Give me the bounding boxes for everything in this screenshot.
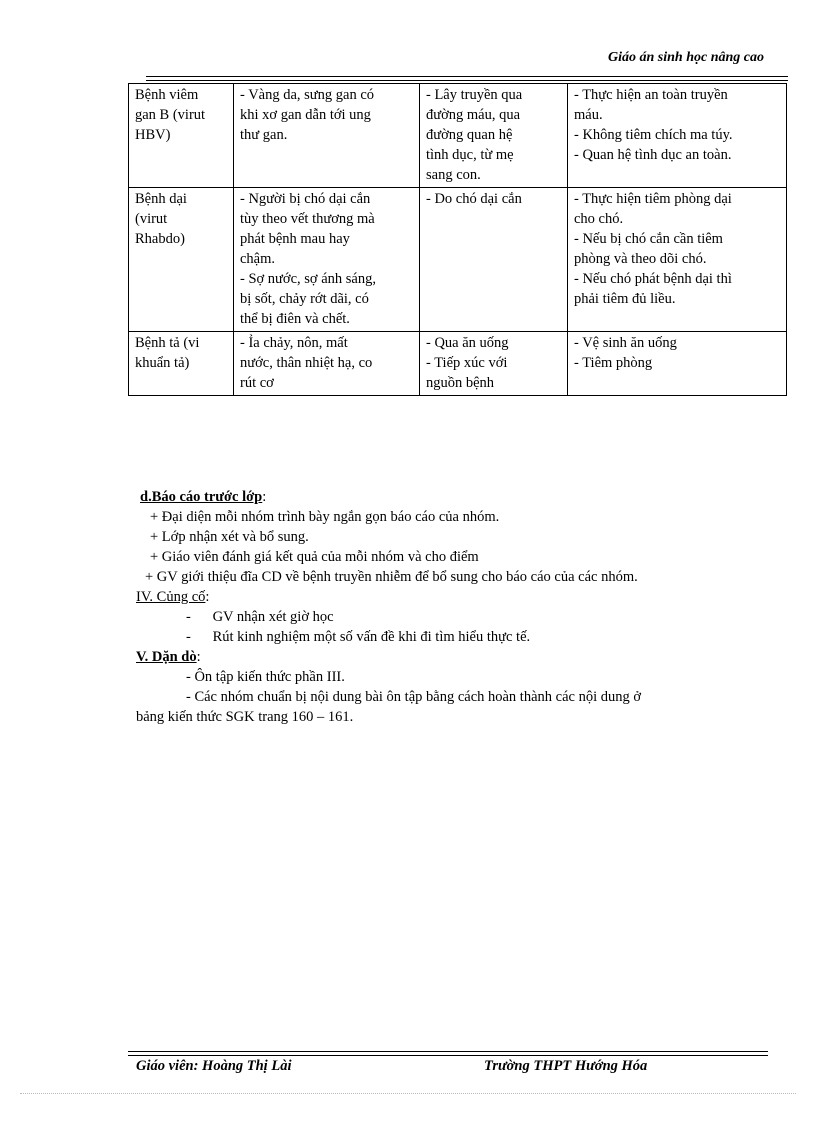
symptoms-cell bbox=[234, 188, 420, 332]
cell-line: - Nếu chó phát bệnh dại thì bbox=[574, 271, 732, 287]
cell-line: - Lây truyền qua bbox=[426, 87, 523, 103]
section-iv-colon: : bbox=[205, 589, 210, 605]
prevention-cell bbox=[568, 188, 787, 332]
disease-cell bbox=[129, 188, 234, 332]
cell-line: - Sợ nước, sợ ánh sáng, bbox=[240, 271, 376, 287]
cell-line: - Vàng da, sưng gan có bbox=[240, 87, 375, 103]
section-d-item: + Giáo viên đánh giá kết quả của mỗi nhóm và cho điểm bbox=[150, 549, 479, 565]
section-d-heading: d.Báo cáo trước lớp bbox=[140, 489, 263, 505]
cell-line: - Tiếp xúc với bbox=[426, 355, 508, 371]
section-iv-heading: IV. Củng cố bbox=[136, 589, 206, 605]
cell-line: đường máu, qua bbox=[426, 107, 521, 123]
cell-line: - Tiêm phòng bbox=[574, 355, 653, 371]
section-v-item: - Các nhóm chuẩn bị nội dung bài ôn tập bằng cách hoàn thành các nội dung ở bbox=[186, 689, 642, 705]
section-d-item: + Đại diện mỗi nhóm trình bày ngắn gọn báo cáo của nhóm. bbox=[150, 509, 500, 525]
footer-rule-top bbox=[128, 1051, 768, 1052]
cell-line: chậm. bbox=[240, 251, 276, 267]
transmission-cell bbox=[420, 332, 568, 396]
cell-line: - Qua ăn uống bbox=[426, 335, 509, 351]
cell-line: - Thực hiện an toàn truyền bbox=[574, 87, 728, 103]
cell-line: HBV) bbox=[135, 127, 171, 143]
cell-line: sang con. bbox=[426, 167, 481, 183]
table-row bbox=[129, 332, 787, 396]
section-v-heading: V. Dặn dò bbox=[136, 649, 197, 665]
page-header-title: Giáo án sinh học nâng cao bbox=[608, 50, 764, 65]
disease-table bbox=[128, 83, 787, 396]
footer-school: Trường THPT Hướng Hóa bbox=[484, 1058, 648, 1074]
cell-line: - Quan hệ tình dục an toàn. bbox=[574, 147, 732, 163]
section-iv-item: - Rút kinh nghiệm một số vấn đề khi đi tìm hiểu thực tế. bbox=[186, 629, 531, 645]
header-rule-top bbox=[146, 76, 788, 77]
cell-line: Rhabdo) bbox=[135, 231, 185, 247]
section-iv-item: - GV nhận xét giờ học bbox=[186, 609, 334, 625]
symptoms-cell bbox=[234, 332, 420, 396]
page-bottom-divider bbox=[20, 1093, 796, 1094]
prevention-cell bbox=[568, 84, 787, 188]
table-row bbox=[129, 188, 787, 332]
footer-rule-bottom bbox=[128, 1055, 768, 1056]
cell-line: - Do chó dại cắn bbox=[426, 191, 522, 207]
cell-line: phòng và theo dõi chó. bbox=[574, 251, 707, 267]
cell-line: - Người bị chó dại cắn bbox=[240, 191, 371, 207]
cell-line: Bệnh dại bbox=[135, 191, 187, 207]
cell-line: Bệnh tả (vi bbox=[135, 335, 200, 351]
cell-line: gan B (virut bbox=[135, 107, 206, 123]
section-v-heading-line bbox=[136, 647, 201, 667]
cell-line: - Thực hiện tiêm phòng dại bbox=[574, 191, 732, 207]
cell-line: phát bệnh mau hay bbox=[240, 231, 350, 247]
section-d-heading-line bbox=[140, 487, 266, 507]
section-v-colon: : bbox=[196, 649, 201, 665]
footer-teacher: Giáo viên: Hoàng Thị Lài bbox=[136, 1058, 292, 1074]
table-row bbox=[129, 84, 787, 188]
cell-line: khi xơ gan dẫn tới ung bbox=[240, 107, 371, 123]
header-rule-bottom bbox=[146, 80, 788, 81]
transmission-cell bbox=[420, 84, 568, 188]
cell-line: thư gan. bbox=[240, 127, 288, 143]
section-iv-heading-line bbox=[136, 587, 209, 607]
cell-line: Bệnh viêm bbox=[135, 87, 199, 103]
cell-line: thể bị điên và chết. bbox=[240, 311, 350, 327]
section-d-colon: : bbox=[262, 489, 267, 505]
cell-line: - Ỉa chảy, nôn, mất bbox=[240, 335, 348, 351]
cell-line: - Nếu bị chó cắn cần tiêm bbox=[574, 231, 723, 247]
cell-line: - Vệ sinh ăn uống bbox=[574, 335, 677, 351]
cell-line: phải tiêm đủ liều. bbox=[574, 291, 676, 307]
cell-line: rút cơ bbox=[240, 375, 274, 391]
cell-line: (virut bbox=[135, 211, 168, 227]
cell-line: tùy theo vết thương mà bbox=[240, 211, 375, 227]
section-v-item: bảng kiến thức SGK trang 160 – 161. bbox=[136, 709, 354, 725]
cell-line: - Không tiêm chích ma túy. bbox=[574, 127, 733, 143]
cell-line: nguồn bệnh bbox=[426, 375, 495, 391]
cell-line: khuẩn tả) bbox=[135, 355, 190, 371]
cell-line: đường quan hệ bbox=[426, 127, 513, 143]
prevention-cell bbox=[568, 332, 787, 396]
disease-cell bbox=[129, 332, 234, 396]
symptoms-cell bbox=[234, 84, 420, 188]
cell-line: máu. bbox=[574, 107, 603, 123]
cell-line: cho chó. bbox=[574, 211, 624, 227]
cell-line: bị sốt, chảy rớt dãi, có bbox=[240, 291, 369, 307]
disease-cell bbox=[129, 84, 234, 188]
transmission-cell bbox=[420, 188, 568, 332]
cell-line: nước, thân nhiệt hạ, co bbox=[240, 355, 373, 371]
section-d-item: + GV giới thiệu đĩa CD về bệnh truyền nhiễm để bổ sung cho báo cáo của các nhóm. bbox=[145, 569, 638, 585]
section-d-item: + Lớp nhận xét và bổ sung. bbox=[150, 529, 309, 545]
cell-line: tình dục, từ mẹ bbox=[426, 147, 514, 163]
section-v-item: - Ôn tập kiến thức phần III. bbox=[186, 669, 345, 685]
